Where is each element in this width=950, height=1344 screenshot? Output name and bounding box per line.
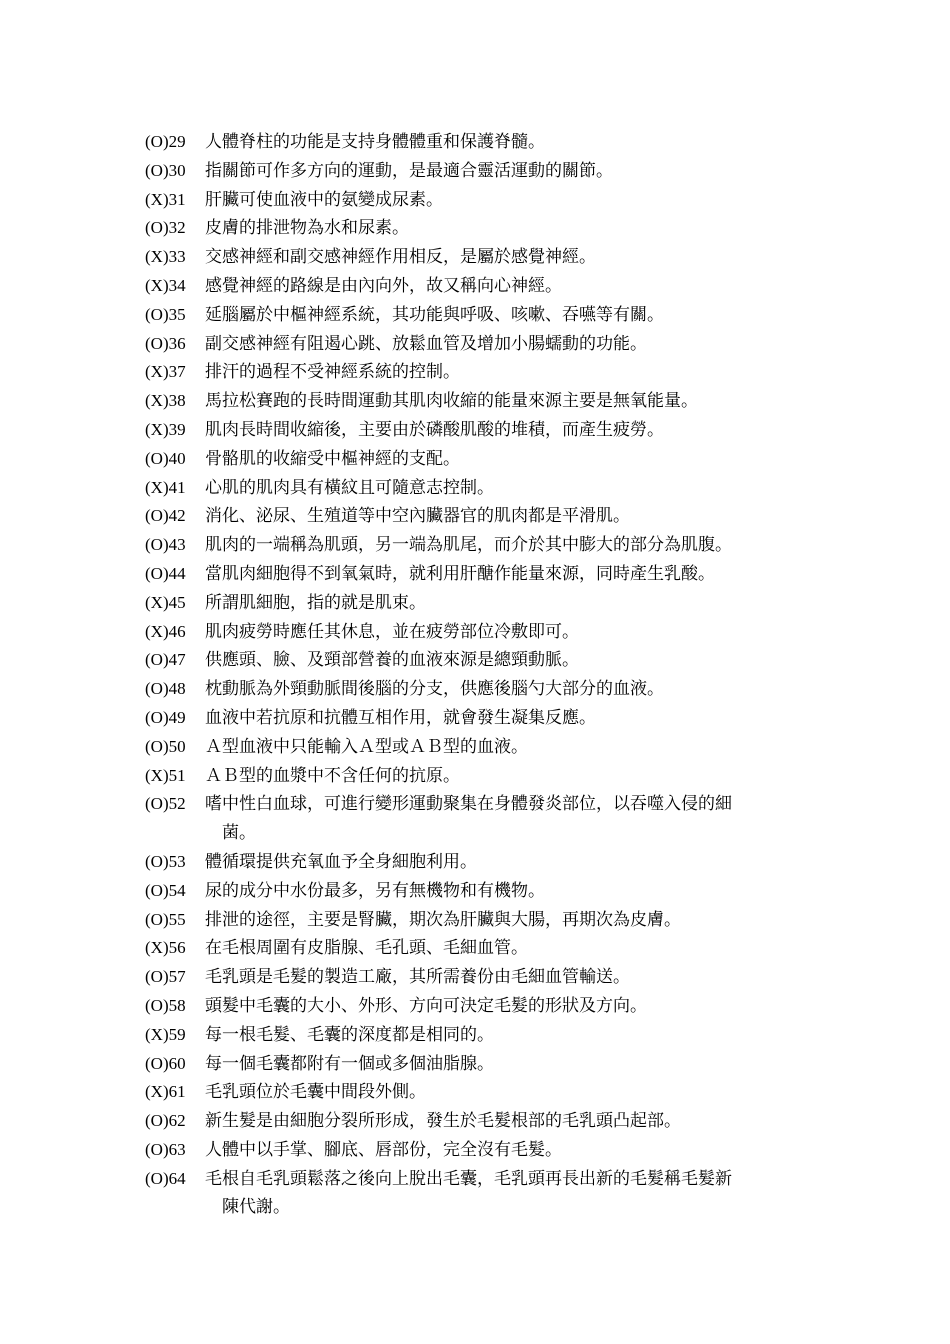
statement-line: 副交感神經有阻遏心跳、放鬆血管及增加小腸蠕動的功能。 xyxy=(205,333,647,354)
list-item xyxy=(145,934,815,963)
statement-text xyxy=(205,474,815,503)
statement-text xyxy=(205,272,815,301)
statement-line: 嗜中性白血球，可進行變形運動聚集在身體發炎部位，以吞噬入侵的細 xyxy=(205,794,732,815)
list-item xyxy=(145,1136,815,1165)
answer-number: (O)54 xyxy=(145,880,186,900)
statement-line: 骨骼肌的收縮受中樞神經的支配。 xyxy=(205,448,460,469)
statement-line: 皮膚的排泄物為水和尿素。 xyxy=(205,218,409,239)
statement-line: 在毛根周圍有皮脂腺、毛孔頭、毛細血管。 xyxy=(205,938,528,959)
statement-text xyxy=(205,618,815,647)
answer-number: (O)29 xyxy=(145,132,186,151)
statement-text xyxy=(205,128,815,157)
list-item xyxy=(145,474,815,503)
list-item xyxy=(145,589,815,618)
list-item xyxy=(145,416,815,445)
answer-number: (X)34 xyxy=(145,275,186,295)
answer-number: (X)61 xyxy=(145,1082,186,1102)
list-item xyxy=(145,358,815,387)
statement-line: 每一根毛髮、毛囊的深度都是相同的。 xyxy=(205,1024,494,1045)
statement-line: 頭髮中毛囊的大小、外形、方向可決定毛髮的形狀及方向。 xyxy=(205,995,647,1016)
list-item xyxy=(145,1050,815,1079)
answer-number: (O)48 xyxy=(145,679,186,699)
statement-text xyxy=(205,646,815,675)
statement-text xyxy=(205,301,815,330)
statement-line: 感覺神經的路線是由內向外，故又稱向心神經。 xyxy=(205,275,562,296)
list-item xyxy=(145,301,815,330)
list-item xyxy=(145,646,815,675)
statement-text xyxy=(205,762,815,791)
statement-line: 馬拉松賽跑的長時間運動其肌肉收縮的能量來源主要是無氧能量。 xyxy=(205,391,698,412)
statement-line: 排泄的途徑，主要是腎臟，期次為肝臟與大腸，再期次為皮膚。 xyxy=(205,909,681,930)
statement-text xyxy=(205,934,815,963)
answer-number: (O)35 xyxy=(145,304,186,324)
list-item xyxy=(145,848,815,877)
statement-continuation-line: 陳代謝。 xyxy=(222,1197,290,1218)
list-item xyxy=(145,1078,815,1107)
list-item xyxy=(145,272,815,301)
statement-line: 肌肉長時間收縮後，主要由於磷酸肌酸的堆積，而產生疲勞。 xyxy=(205,419,664,440)
statement-text xyxy=(205,733,815,762)
answer-number: (O)42 xyxy=(145,506,186,526)
list-item xyxy=(145,762,815,791)
list-item xyxy=(145,963,815,992)
list-item xyxy=(145,502,815,531)
list-item xyxy=(145,243,815,272)
statement-line: 毛乳頭是毛髮的製造工廠，其所需養份由毛細血管輸送。 xyxy=(205,967,630,988)
answer-number: (O)47 xyxy=(145,650,186,670)
list-item xyxy=(145,157,815,186)
answer-number: (O)55 xyxy=(145,909,186,929)
list-item xyxy=(145,1021,815,1050)
list-item xyxy=(145,877,815,906)
answer-number: (X)59 xyxy=(145,1024,186,1044)
answer-number: (O)43 xyxy=(145,535,186,555)
answer-number: (X)56 xyxy=(145,938,186,958)
statement-line: 延腦屬於中樞神經系統，其功能與呼吸、咳嗽、吞嚥等有關。 xyxy=(205,304,664,325)
list-item xyxy=(145,618,815,647)
statement-line: 指關節可作多方向的運動，是最適合靈活運動的關節。 xyxy=(205,160,613,181)
list-item xyxy=(145,186,815,215)
statement-line: 肌肉的一端稱為肌頭，另一端為肌尾，而介於其中膨大的部分為肌腹。 xyxy=(205,535,732,556)
statement-continuation-line: 菌。 xyxy=(222,823,256,844)
statement-text xyxy=(205,963,815,992)
statement-text xyxy=(205,790,815,848)
list-item xyxy=(145,330,815,359)
answer-number: (X)46 xyxy=(145,621,186,641)
answer-number: (X)41 xyxy=(145,477,186,497)
answer-number: (X)51 xyxy=(145,765,186,785)
statement-text xyxy=(205,243,815,272)
statement-text xyxy=(205,877,815,906)
list-item xyxy=(145,214,815,243)
list-item xyxy=(145,704,815,733)
statement-text xyxy=(205,186,815,215)
statement-line: 排汗的過程不受神經系統的控制。 xyxy=(205,362,460,383)
answer-number: (O)62 xyxy=(145,1111,186,1131)
statement-text xyxy=(205,704,815,733)
statement-line: 毛根自毛乳頭鬆落之後向上脫出毛囊，毛乳頭再長出新的毛髮稱毛髮新 xyxy=(205,1168,732,1189)
list-item xyxy=(145,128,815,157)
answer-number: (O)64 xyxy=(145,1168,186,1188)
answer-number: (O)58 xyxy=(145,995,186,1015)
statement-line: 供應頭、臉、及頸部營養的血液來源是總頸動脈。 xyxy=(205,650,579,671)
statement-line: 當肌肉細胞得不到氧氣時，就利用肝醣作能量來源，同時產生乳酸。 xyxy=(205,563,715,584)
answer-number: (O)44 xyxy=(145,563,186,583)
answer-number: (O)53 xyxy=(145,851,186,871)
statement-line: 心肌的肌肉具有橫紋且可隨意志控制。 xyxy=(205,477,494,498)
statement-text xyxy=(205,358,815,387)
list-item xyxy=(145,790,815,848)
answer-number: (X)31 xyxy=(145,189,186,209)
answer-number: (O)57 xyxy=(145,967,186,987)
statement-text xyxy=(205,1021,815,1050)
list-item xyxy=(145,445,815,474)
statement-line: ＡＢ型的血漿中不含任何的抗原。 xyxy=(205,765,460,786)
statement-text xyxy=(205,1165,815,1223)
statement-line: 肝臟可使血液中的氨變成尿素。 xyxy=(205,189,443,210)
answer-number: (O)49 xyxy=(145,707,186,727)
statement-text xyxy=(205,848,815,877)
statement-line: 新生髮是由細胞分裂所形成，發生於毛髮根部的毛乳頭凸起部。 xyxy=(205,1111,681,1132)
answer-number: (O)36 xyxy=(145,333,186,353)
statement-text xyxy=(205,214,815,243)
statement-text xyxy=(205,330,815,359)
list-item xyxy=(145,560,815,589)
answer-number: (O)30 xyxy=(145,160,186,180)
answer-number: (X)33 xyxy=(145,247,186,267)
statement-text xyxy=(205,560,815,589)
statement-line: 人體脊柱的功能是支持身體體重和保護脊髓。 xyxy=(205,132,545,152)
true-false-answer-list xyxy=(145,128,815,1222)
list-item xyxy=(145,531,815,560)
statement-line: 每一個毛囊都附有一個或多個油脂腺。 xyxy=(205,1053,494,1074)
statement-text xyxy=(205,675,815,704)
list-item xyxy=(145,1165,815,1223)
statement-line: 肌肉疲勞時應任其休息，並在疲勞部位冷敷即可。 xyxy=(205,621,579,642)
answer-number: (O)40 xyxy=(145,448,186,468)
statement-text xyxy=(205,1050,815,1079)
statement-text xyxy=(205,531,815,560)
statement-text xyxy=(205,1107,815,1136)
statement-line: 毛乳頭位於毛囊中間段外側。 xyxy=(205,1082,426,1103)
statement-line: 尿的成分中水份最多，另有無機物和有機物。 xyxy=(205,880,545,901)
statement-line: 所謂肌細胞，指的就是肌束。 xyxy=(205,592,426,613)
answer-number: (X)37 xyxy=(145,362,186,382)
statement-line: 人體中以手掌、腳底、唇部份，完全沒有毛髮。 xyxy=(205,1139,562,1160)
statement-line: Ａ型血液中只能輸入Ａ型或ＡＢ型的血液。 xyxy=(205,736,528,757)
list-item xyxy=(145,992,815,1021)
statement-text xyxy=(205,906,815,935)
statement-line: 體循環提供充氧血予全身細胞利用。 xyxy=(205,851,477,872)
statement-text xyxy=(205,445,815,474)
answer-number: (O)63 xyxy=(145,1139,186,1159)
statement-line: 交感神經和副交感神經作用相反，是屬於感覺神經。 xyxy=(205,247,596,268)
list-item xyxy=(145,675,815,704)
answer-number: (X)38 xyxy=(145,391,186,411)
statement-text xyxy=(205,416,815,445)
statement-text xyxy=(205,1136,815,1165)
list-item xyxy=(145,906,815,935)
list-item xyxy=(145,387,815,416)
answer-number: (O)60 xyxy=(145,1053,186,1073)
statement-text xyxy=(205,502,815,531)
answer-number: (O)52 xyxy=(145,794,186,814)
answer-number: (X)39 xyxy=(145,419,186,439)
list-item xyxy=(145,1107,815,1136)
statement-line: 枕動脈為外頸動脈間後腦的分支，供應後腦勺大部分的血液。 xyxy=(205,679,664,700)
statement-text xyxy=(205,992,815,1021)
answer-number: (O)32 xyxy=(145,218,186,238)
statement-text xyxy=(205,157,815,186)
list-item xyxy=(145,733,815,762)
statement-text xyxy=(205,1078,815,1107)
statement-line: 血液中若抗原和抗體互相作用，就會發生凝集反應。 xyxy=(205,707,596,728)
statement-text xyxy=(205,387,815,416)
answer-number: (O)50 xyxy=(145,736,186,756)
statement-text xyxy=(205,589,815,618)
statement-line: 消化、泌尿、生殖道等中空內臟器官的肌肉都是平滑肌。 xyxy=(205,506,630,527)
answer-number: (X)45 xyxy=(145,592,186,612)
